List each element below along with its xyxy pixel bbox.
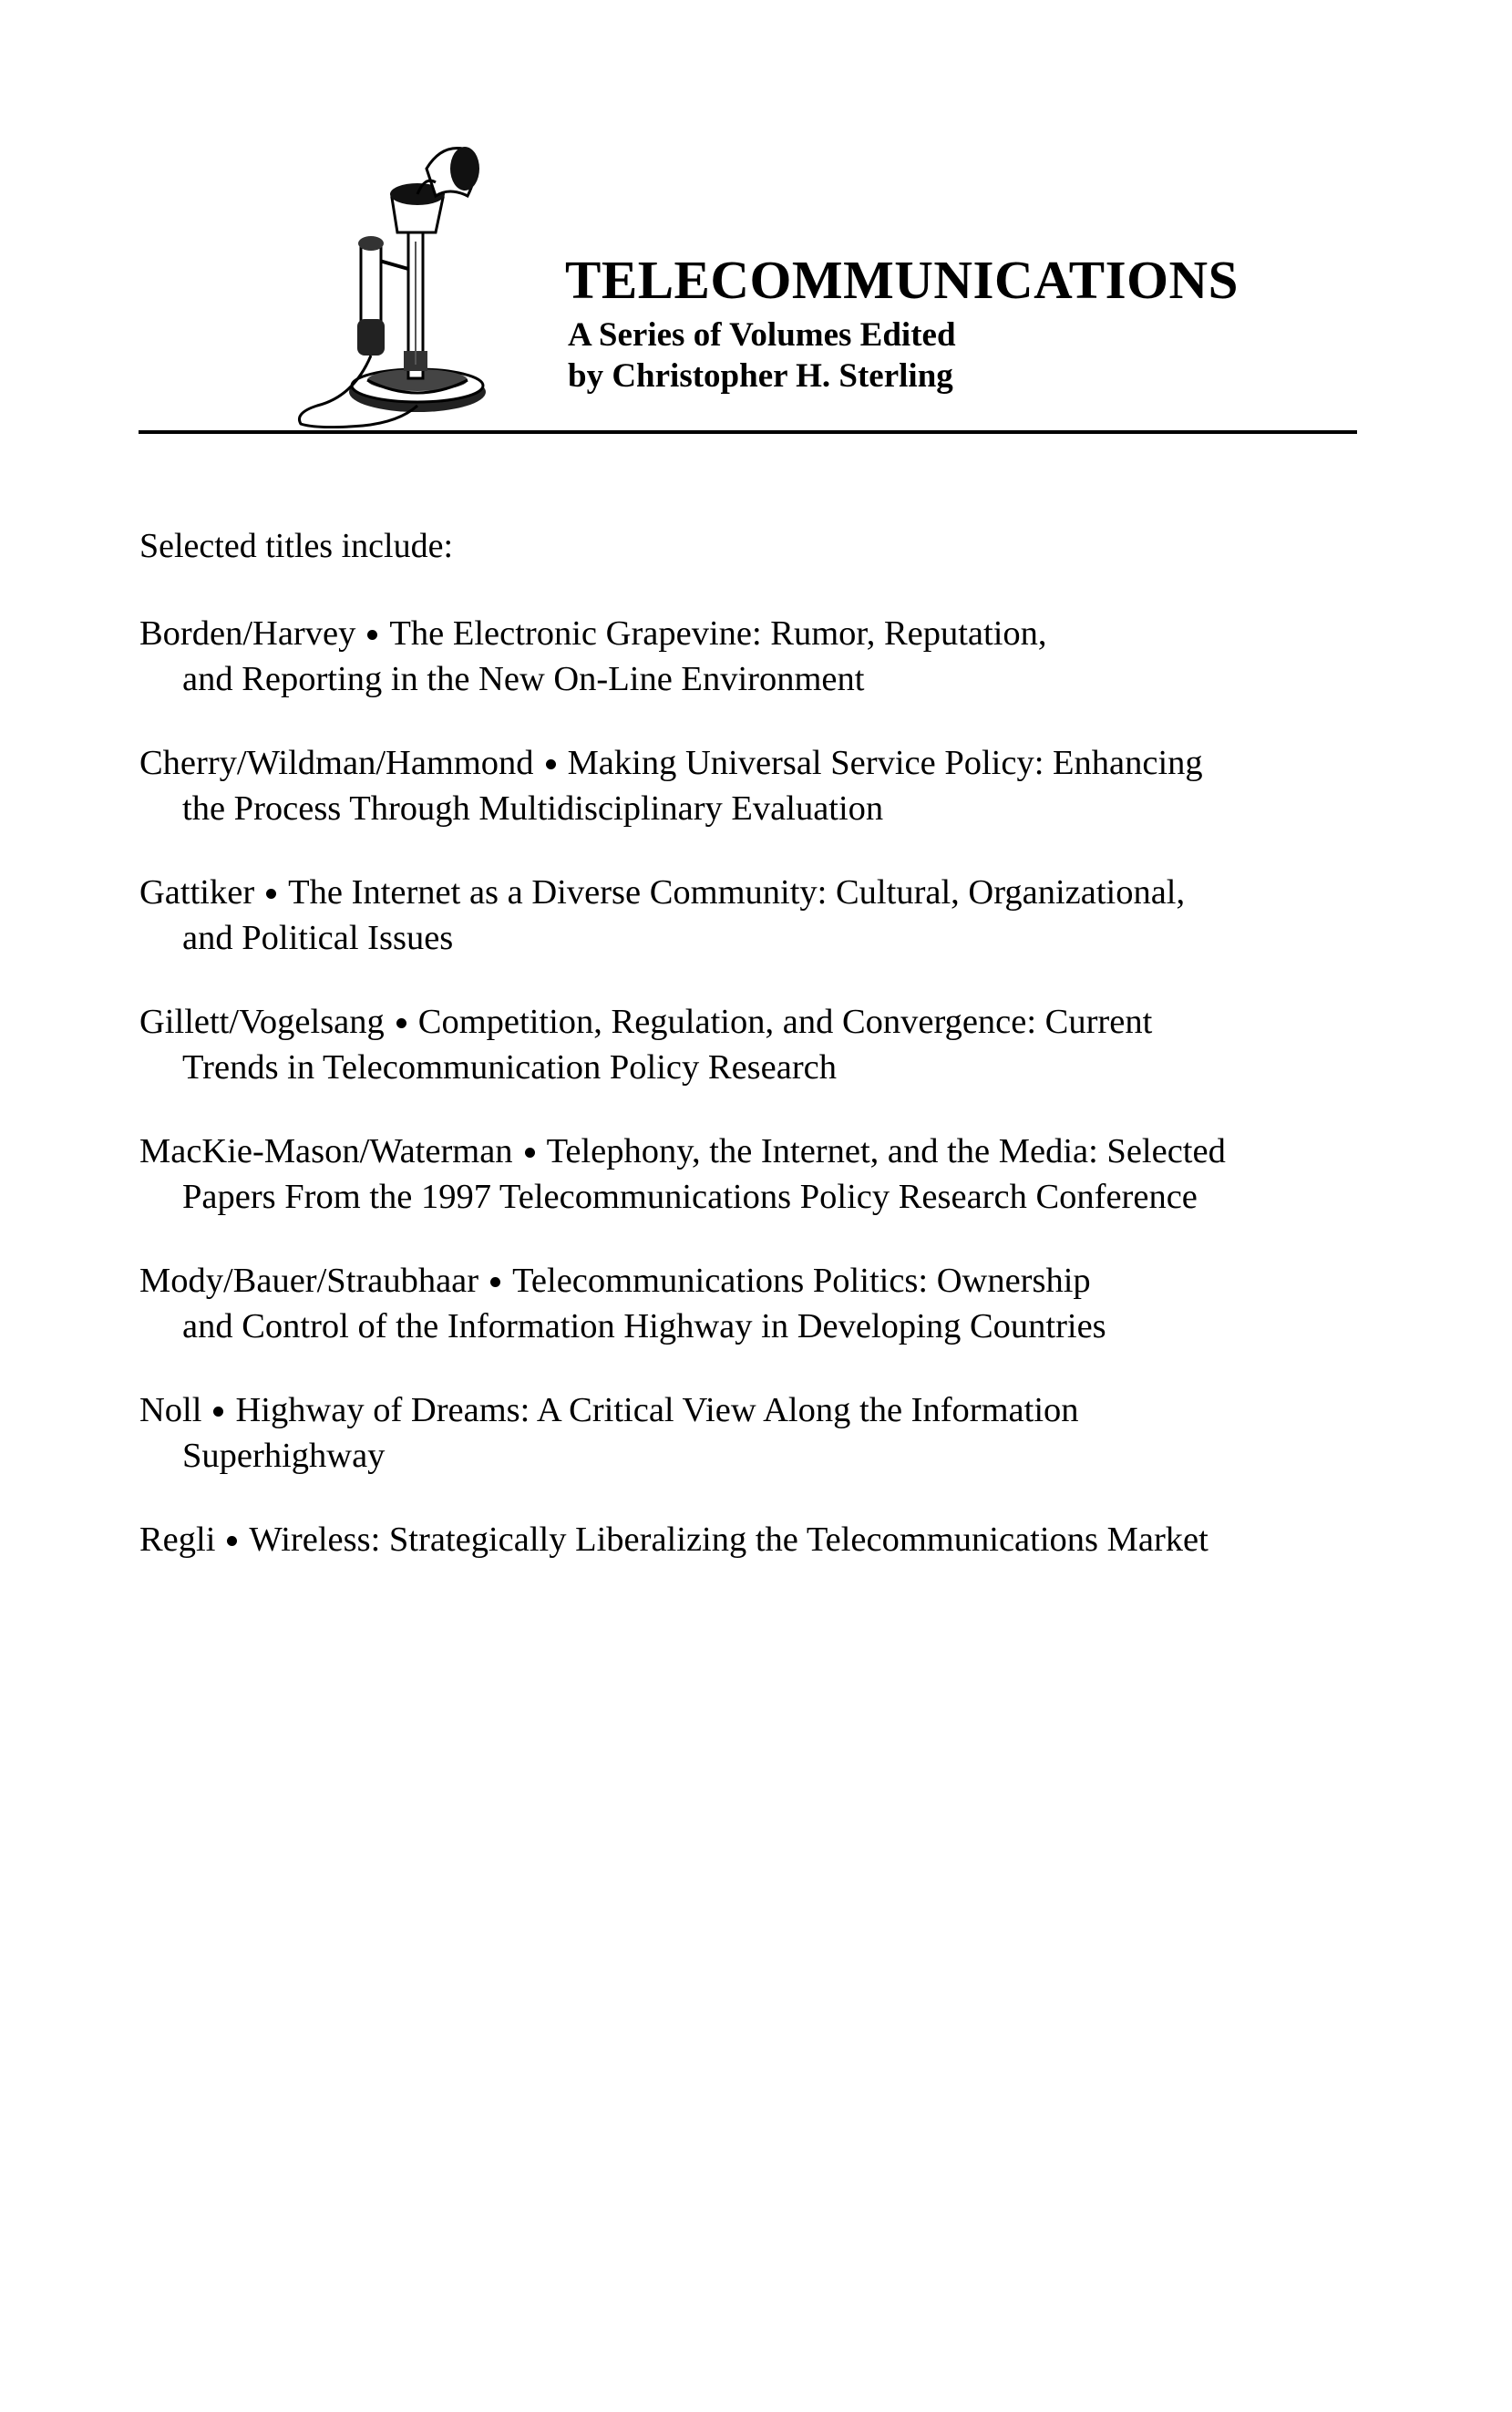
series-header [0, 0, 1512, 456]
title-entry-first-line [139, 1258, 1415, 1304]
title-author: Borden/Harvey [139, 614, 356, 653]
title-list [139, 611, 1415, 1601]
title-entry-first-line [139, 870, 1415, 915]
title-author: Gillett/Vogelsang [139, 1003, 385, 1041]
title-continuation: the Process Through Multidisciplinary Evaluation [182, 789, 884, 828]
title-entry [139, 740, 1415, 831]
title-text: The Internet as a Diverse Community: Cultural, Organizational, [288, 873, 1186, 912]
title-text: Competition, Regulation, and Convergence: Current [417, 1003, 1153, 1041]
title-continuation: and Control of the Information Highway in Developing Countries [182, 1307, 1106, 1345]
title-author: Gattiker [139, 873, 255, 912]
title-text: Wireless: Strategically Liberalizing the Telecommunications Market [249, 1520, 1209, 1559]
bullet-icon [367, 630, 377, 640]
title-entry [139, 999, 1415, 1090]
series-subtitle [568, 314, 956, 397]
title-text: Telecommunications Politics: Ownership [512, 1262, 1091, 1300]
title-entry-first-line [139, 740, 1415, 786]
title-author: Regli [139, 1520, 216, 1559]
bullet-icon [396, 1018, 406, 1028]
title-entry [139, 611, 1415, 702]
title-text: Making Universal Service Policy: Enhancing [567, 744, 1203, 782]
bullet-icon [213, 1407, 223, 1417]
title-author: Noll [139, 1391, 202, 1429]
title-text: The Electronic Grapevine: Rumor, Reputation, [389, 614, 1047, 653]
title-author: MacKie-Mason/Waterman [139, 1132, 513, 1170]
title-text: Telephony, the Internet, and the Media: Selected [546, 1132, 1226, 1170]
bullet-icon [266, 889, 276, 899]
title-entry-first-line [139, 1387, 1415, 1433]
title-entry-first-line [139, 611, 1415, 656]
title-entry [139, 1258, 1415, 1349]
title-continuation: Trends in Telecommunication Policy Research [182, 1048, 837, 1087]
title-entry [139, 1387, 1415, 1479]
candlestick-telephone-icon [290, 132, 513, 428]
title-entry [139, 1129, 1415, 1220]
series-subtitle-line1: A Series of Volumes Edited [568, 316, 956, 354]
title-entry-first-line [139, 999, 1415, 1045]
title-text: Highway of Dreams: A Critical View Along the Information [235, 1391, 1079, 1429]
header-divider [139, 430, 1357, 434]
bullet-icon [525, 1148, 535, 1158]
title-entry [139, 870, 1415, 961]
title-continuation: and Reporting in the New On-Line Environment [182, 660, 865, 698]
title-continuation: Superhighway [182, 1437, 386, 1475]
title-continuation: and Political Issues [182, 919, 454, 957]
bullet-icon [490, 1277, 500, 1287]
title-author: Cherry/Wildman/Hammond [139, 744, 534, 782]
title-entry [139, 1517, 1415, 1562]
selected-titles-intro: Selected titles include: [139, 527, 454, 565]
title-entry-first-line [139, 1129, 1415, 1174]
bullet-icon [227, 1536, 237, 1546]
series-subtitle-line2: by Christopher H. Sterling [568, 357, 953, 396]
title-continuation: Papers From the 1997 Telecommunications Policy Research Conference [182, 1178, 1198, 1216]
bullet-icon [546, 759, 556, 769]
series-title: TELECOMMUNICATIONS [565, 250, 1239, 310]
title-entry-first-line [139, 1517, 1415, 1562]
title-author: Mody/Bauer/Straubhaar [139, 1262, 479, 1300]
